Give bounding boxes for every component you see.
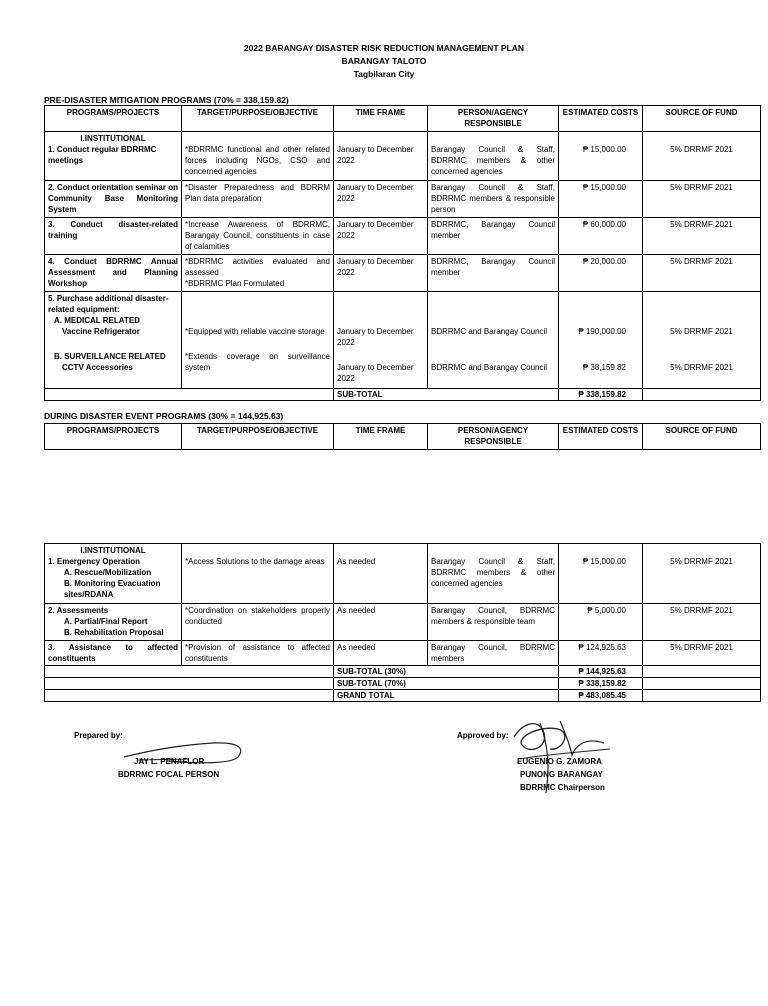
approved-by-label: Approved by: <box>457 731 509 740</box>
fund-cell: 5% DRRMF 2021 <box>643 218 761 255</box>
program-cell <box>45 132 182 181</box>
program-cell <box>45 292 182 389</box>
surveillance-cost: ₱ 38,159.82 <box>582 363 626 372</box>
subtotal-row <box>45 389 761 401</box>
program-cell: 4. Conduct BDRRMC Annual Assessment and Planning Workshop <box>45 255 182 292</box>
subtotal-label: SUB-TOTAL (70%) <box>334 678 559 690</box>
approved-title: PUNONG BARANGAY <box>520 770 603 779</box>
program-subitem: B. Monitoring Evacuation sites/RDANA <box>64 579 161 599</box>
cost-cell: ₱ 20,000.00 <box>559 255 643 292</box>
column-header: TIME FRAME <box>334 424 428 450</box>
table-row <box>45 641 761 666</box>
program-text: 1. Conduct regular BDRRMC meetings <box>48 145 157 165</box>
column-header: ESTIMATED COSTS <box>559 424 643 450</box>
table-row <box>45 255 761 292</box>
medical-time: January to December 2022 <box>337 327 414 347</box>
time-cell: January to December 2022 <box>334 255 428 292</box>
prepared-by-label: Prepared by: <box>74 731 123 740</box>
prepared-title: BDRRMC FOCAL PERSON <box>118 770 220 779</box>
cost-cell: ₱ 60,000.00 <box>559 218 643 255</box>
medical-person: BDRRMC and Barangay Council <box>431 327 548 336</box>
column-header: SOURCE OF FUND <box>643 424 761 450</box>
column-header: PROGRAMS/PROJECTS <box>45 106 182 132</box>
program-cell: 3. Conduct disaster-related training <box>45 218 182 255</box>
surveillance-target: *Extends coverage on surveillance system <box>185 352 330 372</box>
medical-item: Vaccine Refrigerator <box>62 327 140 336</box>
table-row <box>45 604 761 641</box>
cost-cell: ₱ 15,000.00 <box>559 544 643 604</box>
during-disaster-header-table <box>44 423 761 450</box>
city-name: Tagbilaran City <box>353 69 415 79</box>
cost-cell: ₱ 15,000.00 <box>559 132 643 181</box>
grand-total-value: ₱ 483,085.45 <box>559 690 643 702</box>
column-header: TIME FRAME <box>334 106 428 132</box>
surveillance-item: CCTV Accessories <box>62 363 133 372</box>
pre-disaster-title: PRE-DISASTER MITIGATION PROGRAMS (70% = 338,159.82) <box>44 95 289 105</box>
fund-cell: 5% DRRMF 2021 <box>643 255 761 292</box>
subtotal-row <box>45 666 761 678</box>
time-cell: January to December 2022 <box>334 218 428 255</box>
subtotal-value: ₱ 338,159.82 <box>559 389 643 401</box>
time-cell: January to December 2022 <box>334 132 428 181</box>
person-cell: BDRRMC, Barangay Council member <box>428 218 559 255</box>
subtotal-row <box>45 678 761 690</box>
person-cell: BDRRMC, Barangay Council member <box>428 255 559 292</box>
cost-cell: ₱ 15,000.00 <box>559 181 643 218</box>
surveillance-time: January to December 2022 <box>337 363 414 383</box>
target-cell <box>182 292 334 389</box>
table-row <box>45 181 761 218</box>
target-cell: *Access Solutions to the damage areas <box>182 544 334 604</box>
program-text: 1. Emergency Operation <box>48 557 141 566</box>
person-cell: Barangay Council, BDRRMC members & responsible team <box>428 604 559 641</box>
program-cell: 2. Conduct orientation seminar on Community Base Monitoring System <box>45 181 182 218</box>
approved-name: EUGENIO G. ZAMORA <box>517 757 602 766</box>
person-cell: Barangay Council & Staff, BDRRMC members & other concerned agencies <box>428 544 559 604</box>
program-subitem: A. Partial/Final Report <box>64 617 148 626</box>
program-text: 2. Assessments <box>48 606 109 615</box>
medical-cost: ₱ 190,000.00 <box>578 327 626 336</box>
subtotal-value: ₱ 338,159.82 <box>559 678 643 690</box>
table-row <box>45 218 761 255</box>
column-header: PERSON/AGENCY RESPONSIBLE <box>428 424 559 450</box>
barangay-name: BARANGAY TALOTO <box>341 56 427 66</box>
table-row <box>45 292 761 389</box>
time-cell: As needed <box>334 641 428 666</box>
column-header: PERSON/AGENCY RESPONSIBLE <box>428 106 559 132</box>
pre-disaster-table <box>44 105 761 401</box>
target-cell: *BDRRMC activities evaluated and assessed *BDRRMC Plan Formulated <box>182 255 334 292</box>
fund-cell: 5% DRRMF 2021 <box>643 132 761 181</box>
cost-cell: ₱ 5,000.00 <box>559 604 643 641</box>
purchase-title: 5. Purchase additional disaster-related equipment: <box>48 294 169 314</box>
column-header: TARGET/PURPOSE/OBJECTIVE <box>182 106 334 132</box>
program-cell <box>45 604 182 641</box>
subtotal-label: SUB-TOTAL (30%) <box>334 666 559 678</box>
time-cell: January to December 2022 <box>334 181 428 218</box>
subtotal-label: SUB-TOTAL <box>334 389 559 401</box>
section-label: I.INSTITUTIONAL <box>80 546 146 555</box>
program-subitem: B. Rehabilitation Proposal <box>64 628 164 637</box>
approved-role: BDRRMC Chairperson <box>520 783 605 792</box>
target-cell: *Provision of assistance to affected constituents <box>182 641 334 666</box>
column-header: SOURCE OF FUND <box>643 106 761 132</box>
fund-cell <box>643 292 761 389</box>
person-cell: Barangay Council & Staff, BDRRMC members & responsible person <box>428 181 559 218</box>
table-row <box>45 132 761 181</box>
column-header: ESTIMATED COSTS <box>559 106 643 132</box>
table-header-row <box>45 424 761 450</box>
prepared-name: JAY L. PENAFLOR <box>134 757 205 766</box>
surveillance-label: B. SURVEILLANCE RELATED <box>54 352 166 361</box>
fund-cell: 5% DRRMF 2021 <box>643 544 761 604</box>
time-cell: As needed <box>334 544 428 604</box>
subtotal-value: ₱ 144,925.63 <box>559 666 643 678</box>
fund-cell: 5% DRRMF 2021 <box>643 641 761 666</box>
target-cell: *Coordination on stakeholders properly conducted <box>182 604 334 641</box>
time-cell: As needed <box>334 604 428 641</box>
program-subitem: A. Rescue/Mobilization <box>64 568 152 577</box>
program-cell: 3. Assistance to affected constituents <box>45 641 182 666</box>
medical-label: A. MEDICAL RELATED <box>54 316 140 325</box>
surveillance-fund: 5% DRRMF 2021 <box>670 363 733 372</box>
target-cell: *Disaster Preparedness and BDRRM Plan data preparation <box>182 181 334 218</box>
plan-title: 2022 BARANGAY DISASTER RISK REDUCTION MANAGEMENT PLAN <box>243 43 525 53</box>
program-cell <box>45 544 182 604</box>
grand-total-label: GRAND TOTAL <box>334 690 559 702</box>
during-disaster-title: DURING DISASTER EVENT PROGRAMS (30% = 144,925.63) <box>44 411 284 421</box>
cost-cell: ₱ 124,925.63 <box>559 641 643 666</box>
fund-cell: 5% DRRMF 2021 <box>643 604 761 641</box>
medical-fund: 5% DRRMF 2021 <box>670 327 733 336</box>
person-cell: Barangay Council, BDRRMC members <box>428 641 559 666</box>
column-header: PROGRAMS/PROJECTS <box>45 424 182 450</box>
grand-total-row <box>45 690 761 702</box>
table-header-row <box>45 106 761 132</box>
target-cell: *Increase Awareness of BDRRMC, Barangay Council, constituents in case of calamities <box>182 218 334 255</box>
person-cell <box>428 292 559 389</box>
surveillance-person: BDRRMC and Barangay Council <box>431 363 548 372</box>
during-disaster-table <box>44 543 761 702</box>
column-header: TARGET/PURPOSE/OBJECTIVE <box>182 424 334 450</box>
fund-cell: 5% DRRMF 2021 <box>643 181 761 218</box>
target-cell: *BDRRMC functional and other related forces including NGOs, CSO and concerned agencies <box>182 132 334 181</box>
time-cell <box>334 292 428 389</box>
medical-target: *Equipped with reliable vaccine storage <box>185 327 325 336</box>
person-cell: Barangay Council & Staff, BDRRMC members & other concerned agencies <box>428 132 559 181</box>
table-row <box>45 544 761 604</box>
cost-cell <box>559 292 643 389</box>
section-label: I.INSTITUTIONAL <box>80 134 146 143</box>
